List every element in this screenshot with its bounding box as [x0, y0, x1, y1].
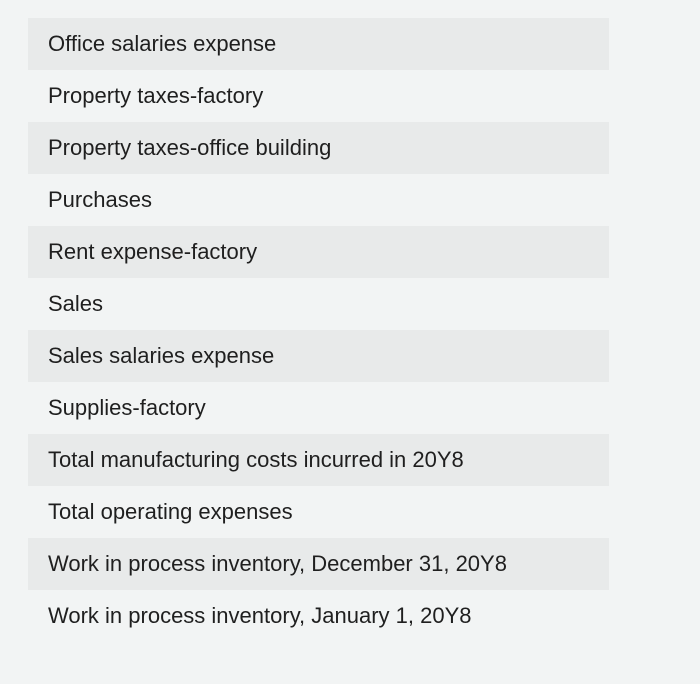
list-item-property-taxes-office-building[interactable]: Property taxes-office building [28, 122, 609, 174]
list-item-office-salaries-expense[interactable]: Office salaries expense [28, 18, 609, 70]
list-item-wip-inventory-dec-31[interactable]: Work in process inventory, December 31, 20Y8 [28, 538, 609, 590]
list-item-sales[interactable]: Sales [48, 291, 104, 316]
list-item-purchases[interactable]: Purchases [48, 187, 152, 212]
list-item-sales-salaries-expense[interactable]: Sales salaries expense [28, 330, 609, 382]
list-item-property-taxes-factory[interactable]: Property taxes-factory [48, 83, 264, 108]
list-item-total-operating-expenses[interactable]: Total operating expenses [48, 499, 293, 524]
list-item-supplies-factory[interactable]: Supplies-factory [48, 395, 206, 420]
list-item-total-manufacturing-costs[interactable]: Total manufacturing costs incurred in 20Y8 [28, 434, 609, 486]
list-item-rent-expense-factory[interactable]: Rent expense-factory [28, 226, 609, 278]
list-item-wip-inventory-jan-1[interactable]: Work in process inventory, January 1, 20Y8 [48, 603, 472, 628]
account-options-list [28, 18, 609, 642]
